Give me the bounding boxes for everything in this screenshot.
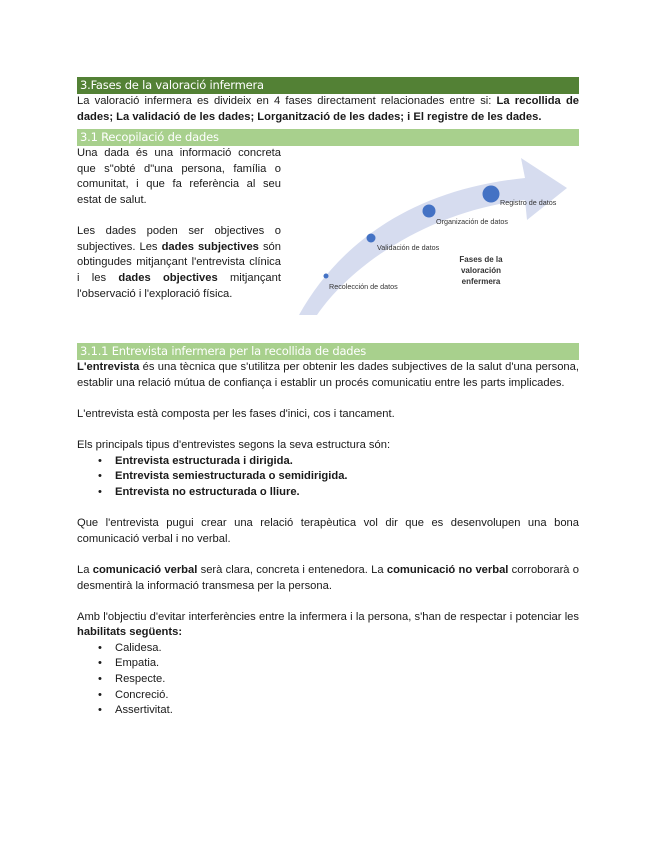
intro-phases: La recollida de dades; La validació de les dades; Lorganització de les dades; i El registre de les dades. bbox=[77, 95, 579, 123]
data-types-paragraph: Les dades poden ser objectives o subjectives. Les dades subjectives són obtingudes mitjançant l'entrevista clínica i les dades objectives mitjançant l'observació i l'exploració física. bbox=[77, 225, 281, 300]
list-item: • Respecte. bbox=[115, 672, 579, 688]
phases-arrow bbox=[299, 158, 567, 315]
dot-recoleccion bbox=[324, 274, 329, 279]
list-item: • Assertivitat. bbox=[115, 703, 579, 719]
label-registro: Registro de datos bbox=[500, 198, 557, 208]
diagram-title-1: Fases de la bbox=[459, 255, 503, 265]
nonverbal-communication-term: comunicació no verbal bbox=[386, 563, 509, 576]
section-3-intro bbox=[77, 94, 579, 125]
list-item: • Entrevista estructurada i dirigida. bbox=[115, 454, 579, 470]
section-3-1-header: 3.1 Recopilació de dades bbox=[77, 129, 579, 146]
interview-types-list bbox=[77, 454, 579, 501]
intro-text: La valoració infermera es divideix en 4 fases directament relacionades entre si: bbox=[77, 95, 497, 107]
communication-paragraph: La comunicació verbal serà clara, concreta i entenedora. La comunicació no verbal corroborarà o desmentirà la informació transmesa per la persona. bbox=[77, 563, 579, 592]
label-organizacion: Organización de datos bbox=[436, 217, 508, 227]
skills-term: habilitats següents: bbox=[77, 626, 183, 639]
skills-list bbox=[77, 641, 579, 719]
interview-phases: L'entrevista està composta per les fases d'inici, cos i tancament. bbox=[77, 407, 395, 420]
section-3-1-1-header: 3.1.1 Entrevista infermera per la recollida de dades bbox=[77, 343, 579, 360]
list-item: • Entrevista no estructurada o lliure. bbox=[115, 485, 579, 501]
interview-types-intro: Els principals tipus d'entrevistes segons la seva estructura són: bbox=[77, 439, 391, 452]
list-item: • Entrevista semiestructurada o semidirigida. bbox=[115, 469, 579, 485]
interview-definition: L'entrevista és una tècnica que s'utilitza per obtenir les dades subjectives de la salut d'una persona, establir una relació mútua de confiança i establir un procés comunicatiu entre les parts implicades. bbox=[77, 361, 579, 389]
verbal-communication-term: comunicació verbal bbox=[92, 563, 198, 576]
diagram-title-2: valoración bbox=[460, 266, 502, 276]
dot-organizacion bbox=[423, 205, 436, 218]
section-3-header: 3.Fases de la valoració infermera bbox=[77, 77, 579, 94]
subjective-data-term: dades subjectives bbox=[161, 240, 259, 253]
dot-validacion bbox=[367, 234, 376, 243]
diagram-title-3: enfermera bbox=[461, 277, 501, 287]
therapeutic-relation: Que l'entrevista pugui crear una relació terapèutica vol dir que es desenvolupen una bona comunicació verbal i no verbal. bbox=[77, 517, 579, 545]
objective-data-term: dades objectives bbox=[118, 271, 218, 284]
interview-term: L'entrevista bbox=[77, 361, 140, 374]
section-3-1-body bbox=[77, 146, 579, 343]
skills-intro: Amb l'objectiu d'evitar interferències entre la infermera i la persona, s'han de respectar i potenciar les habilitats següents: bbox=[77, 610, 579, 639]
phases-diagram bbox=[281, 146, 579, 343]
label-recoleccion: Recolección de datos bbox=[329, 282, 398, 292]
list-item: • Empatia. bbox=[115, 656, 579, 672]
list-item: • Calidesa. bbox=[115, 641, 579, 657]
label-validacion: Validación de datos bbox=[377, 243, 440, 253]
list-item: • Concreció. bbox=[115, 688, 579, 704]
document-page bbox=[77, 77, 579, 719]
phases-arrow-diagram bbox=[295, 150, 575, 320]
dot-registro bbox=[483, 186, 500, 203]
data-definition: Una dada és una informació concreta que s"obté d"una persona, família o comunitat, i que fa referència al seu estat de salut. bbox=[77, 147, 281, 206]
